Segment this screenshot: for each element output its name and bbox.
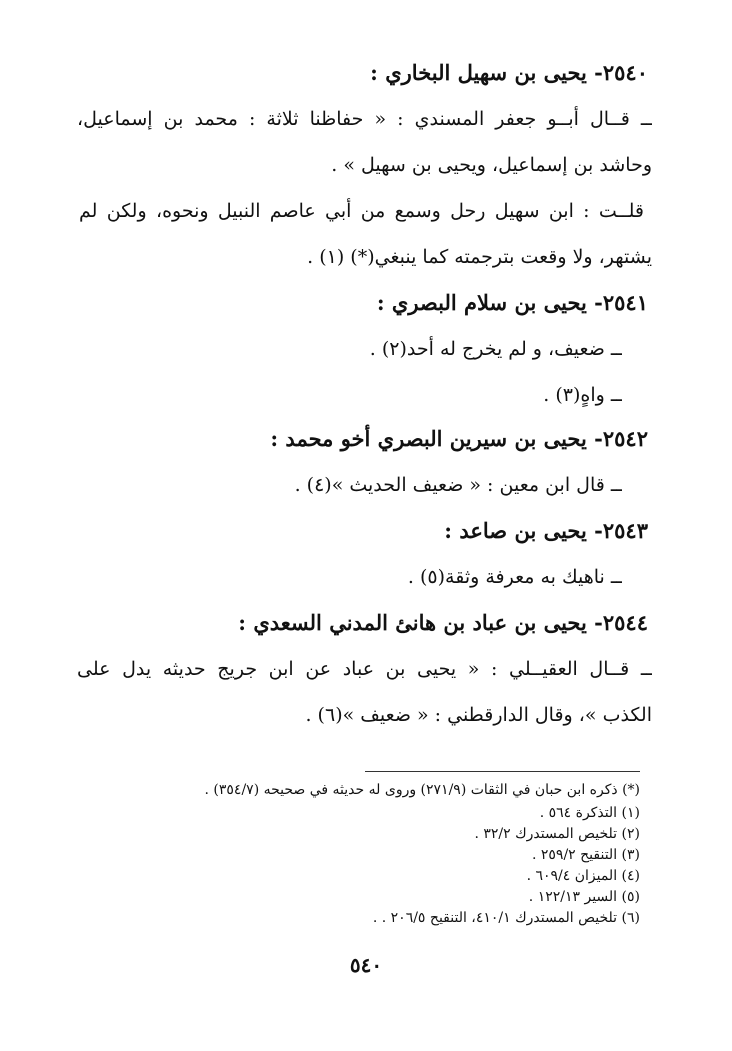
entry-text-line: يشتهر، ولا وقعت بترجمته كما ينبغي(*) (١) . [307, 246, 652, 268]
footnote: (٣) التنقيح ٢٥٩/٢ . [531, 847, 640, 863]
entry-text-line: ــ ضعيف، و لم يخرج له أحد(٢) . [369, 338, 622, 360]
footnote: (٥) السير ١٢٢/١٣ . [528, 889, 640, 905]
footnote: (٤) الميزان ٦٠٩/٤ . [526, 868, 640, 884]
page-number: ٥٤٠ [349, 953, 383, 977]
footnote: (٢) تلخيص المستدرك ٣٢/٢ . [474, 826, 640, 842]
entry-heading: ٢٥٤٢- يحيى بن سيرين البصري أخو محمد : [270, 426, 648, 451]
entry-text-line: وحاشد بن إسماعيل، ويحيى بن سهيل » . [331, 154, 652, 176]
entry-heading: ٢٥٤١- يحيى بن سلام البصري : [376, 290, 648, 315]
entry-text-line: قلــت : ابن سهيل رحل وسمع من أبي عاصم النبيل ونحوه، ولكن لم [79, 200, 644, 222]
entry-text-line: الكذب »، وقال الدارقطني : « ضعيف »(٦) . [305, 704, 652, 726]
footnote: (٦) تلخيص المستدرك ٤١٠/١، التنقيح ٢٠٦/٥ . . [372, 910, 640, 926]
footnote: (*) ذكره ابن حبان في الثقات (٢٧١/٩) وروى له حديثه في صحيحه (٣٥٤/٧) . [204, 782, 640, 798]
entry-text-line: ــ قــال العقيــلي : « يحيى بن عباد عن ابن جريج حديثه يدل على [77, 658, 652, 680]
entry-heading: ٢٥٤٠- يحيى بن سهيل البخاري : [370, 60, 648, 85]
entry-heading: ٢٥٤٣- يحيى بن صاعد : [444, 518, 648, 543]
entry-text-line: ــ ناهيك به معرفة وثقة(٥) . [407, 566, 622, 588]
footnote: (١) التذكرة ٥٦٤ . [539, 805, 640, 821]
entry-heading: ٢٥٤٤- يحيى بن عباد بن هانئ المدني السعدي : [238, 610, 648, 635]
entry-text-line: ــ قــال أبــو جعفر المسندي : « حفاظنا ثلاثة : محمد بن إسماعيل، [77, 108, 652, 130]
footnote-separator [365, 771, 640, 772]
entry-text-line: ــ قال ابن معين : « ضعيف الحديث »(٤) . [294, 474, 622, 496]
entry-text-line: ــ واهٍ(٣) . [543, 384, 622, 406]
